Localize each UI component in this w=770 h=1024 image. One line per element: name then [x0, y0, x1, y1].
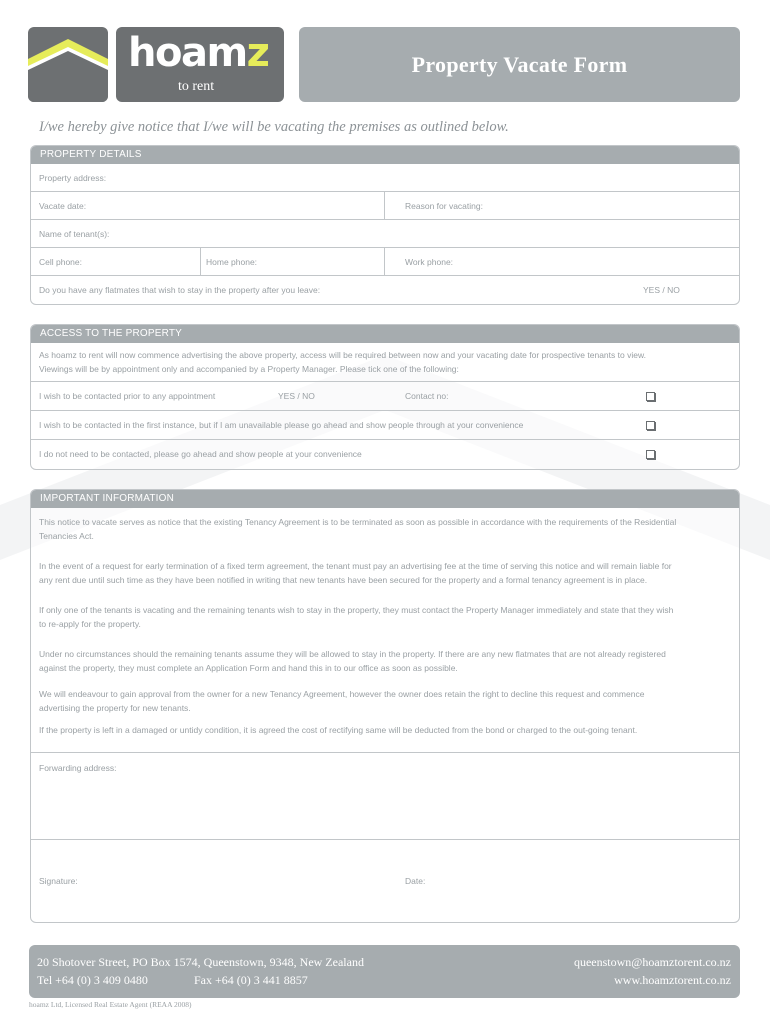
access-section	[30, 324, 740, 470]
divider	[384, 248, 385, 275]
forwarding-address-field[interactable]	[31, 752, 739, 839]
footer-fax: Fax +64 (0) 3 441 8857	[194, 973, 308, 987]
logo-text	[128, 31, 268, 75]
vacate-date-row	[31, 191, 739, 219]
flatmates-yes-no[interactable]: YES / NO	[643, 285, 680, 295]
info-p1-line-1: This notice to vacate serves as notice that the existing Tenancy Agreement is to be terminated as soon as possible in accordance with the requirements of the Residential	[39, 517, 677, 527]
signature-row	[31, 839, 739, 922]
footer-phone: Tel +64 (0) 3 409 0480	[37, 973, 148, 987]
access-option-1-yes-no[interactable]: YES / NO	[278, 391, 315, 401]
info-p1-line-2: Tenancies Act.	[39, 531, 94, 541]
access-intro	[31, 343, 739, 381]
footer-email[interactable]: queenstown@hoamztorent.co.nz	[573, 955, 731, 969]
divider	[200, 248, 201, 275]
logo-subtitle: to rent	[178, 79, 215, 94]
signature-label[interactable]: Signature:	[39, 876, 78, 886]
footer-address: 20 Shotover Street, PO Box 1574, Queenstown, 9348, New Zealand	[37, 955, 364, 969]
divider	[384, 192, 385, 219]
access-option-2-row	[31, 410, 739, 439]
tenant-names-row[interactable]	[31, 219, 739, 247]
access-option-1-label: I wish to be contacted prior to any appointment	[39, 391, 216, 401]
important-info-heading: IMPORTANT INFORMATION	[31, 490, 739, 508]
checkbox-icon[interactable]	[646, 421, 655, 430]
reason-vacating-label: Reason for vacating:	[405, 200, 483, 211]
date-label[interactable]: Date:	[405, 876, 426, 886]
forwarding-address-label: Forwarding address:	[39, 763, 117, 773]
footer-contact-bar	[29, 945, 740, 998]
legal-notice: hoamz Ltd, Licensed Real Estate Agent (REAA 2008)	[29, 1000, 192, 1009]
info-p3-line-2: to re-apply for the property.	[39, 619, 141, 629]
property-details-heading: PROPERTY DETAILS	[31, 146, 739, 164]
info-p5-line-1: We will endeavour to gain approval from the owner for a new Tenancy Agreement, however the owner does retain the right to decline this request and commence	[39, 689, 645, 699]
house-roof-icon	[28, 27, 108, 102]
info-p6-line-1: If the property is left in a damaged or untidy condition, it is agreed the cost of rectifying same will be deducted from the bond or charged to the out-going tenant.	[39, 725, 638, 735]
checkbox-icon[interactable]	[646, 450, 655, 459]
info-p3-line-1: If only one of the tenants is vacating and the remaining tenants wish to stay in the property, they must contact the Property Manager immediately and state that they wish	[39, 605, 674, 615]
contact-number-label: Contact no:	[405, 391, 449, 401]
property-address-row[interactable]	[31, 164, 739, 191]
flatmates-row	[31, 275, 739, 304]
form-title: Property Vacate Form	[299, 27, 740, 102]
info-p5-line-2: advertising the property for new tenants.	[39, 703, 191, 713]
access-option-1-row	[31, 381, 739, 410]
property-details-section	[30, 145, 740, 305]
footer-website[interactable]: www.hoamztorent.co.nz	[614, 973, 731, 987]
home-phone-label: Home phone:	[206, 256, 258, 267]
work-phone-label: Work phone:	[405, 256, 454, 267]
access-heading: ACCESS TO THE PROPERTY	[31, 325, 739, 343]
notice-statement: I/we hereby give notice that I/we will be vacating the premises as outlined below.	[39, 119, 509, 135]
important-info-body	[31, 508, 739, 752]
info-p4-line-1: Under no circumstances should the remaining tenants assume they will be allowed to stay in the property. If there are any new flatmates that are not already registered	[39, 649, 666, 659]
access-intro-line-2: Viewings will be by appointment only and accompanied by a Property Manager. Please tick one of the following:	[39, 364, 459, 374]
access-intro-line-1: As hoamz to rent will now commence advertising the above property, access will be required between now and your vacating date for prospective tenants to view.	[39, 350, 646, 360]
logo-word-main: hoam	[128, 30, 247, 76]
access-option-2-label: I wish to be contacted in the first instance, but if I am unavailable please go ahead and show people through at your convenience	[39, 420, 524, 430]
flatmates-question: Do you have any flatmates that wish to stay in the property after you leave:	[39, 285, 321, 295]
vacate-date-label: Vacate date:	[39, 200, 87, 211]
info-p4-line-2: against the property, they must complete an Application Form and hand this in to our office as soon as possible.	[39, 663, 458, 673]
important-info-section	[30, 489, 740, 923]
checkbox-icon[interactable]	[646, 392, 655, 401]
logo-house-mark	[28, 27, 108, 102]
cell-phone-label: Cell phone:	[39, 256, 83, 267]
tenant-names-label: Name of tenant(s):	[39, 228, 110, 239]
property-address-label: Property address:	[39, 172, 107, 183]
info-p2-line-1: In the event of a request for early termination of a fixed term agreement, the tenant must pay an advertising fee at the time of serving this notice and will remain liable for	[39, 561, 672, 571]
logo-word-accent: z	[246, 30, 269, 76]
logo-wordmark	[116, 27, 284, 102]
access-option-3-row	[31, 439, 739, 468]
info-p2-line-2: any rent due until such time as they have been notified in writing that new tenants have been secured for the property and a formal tenancy agreement is in place.	[39, 575, 648, 585]
phones-row	[31, 247, 739, 275]
access-option-3-label: I do not need to be contacted, please go ahead and show people at your convenience	[39, 449, 362, 459]
